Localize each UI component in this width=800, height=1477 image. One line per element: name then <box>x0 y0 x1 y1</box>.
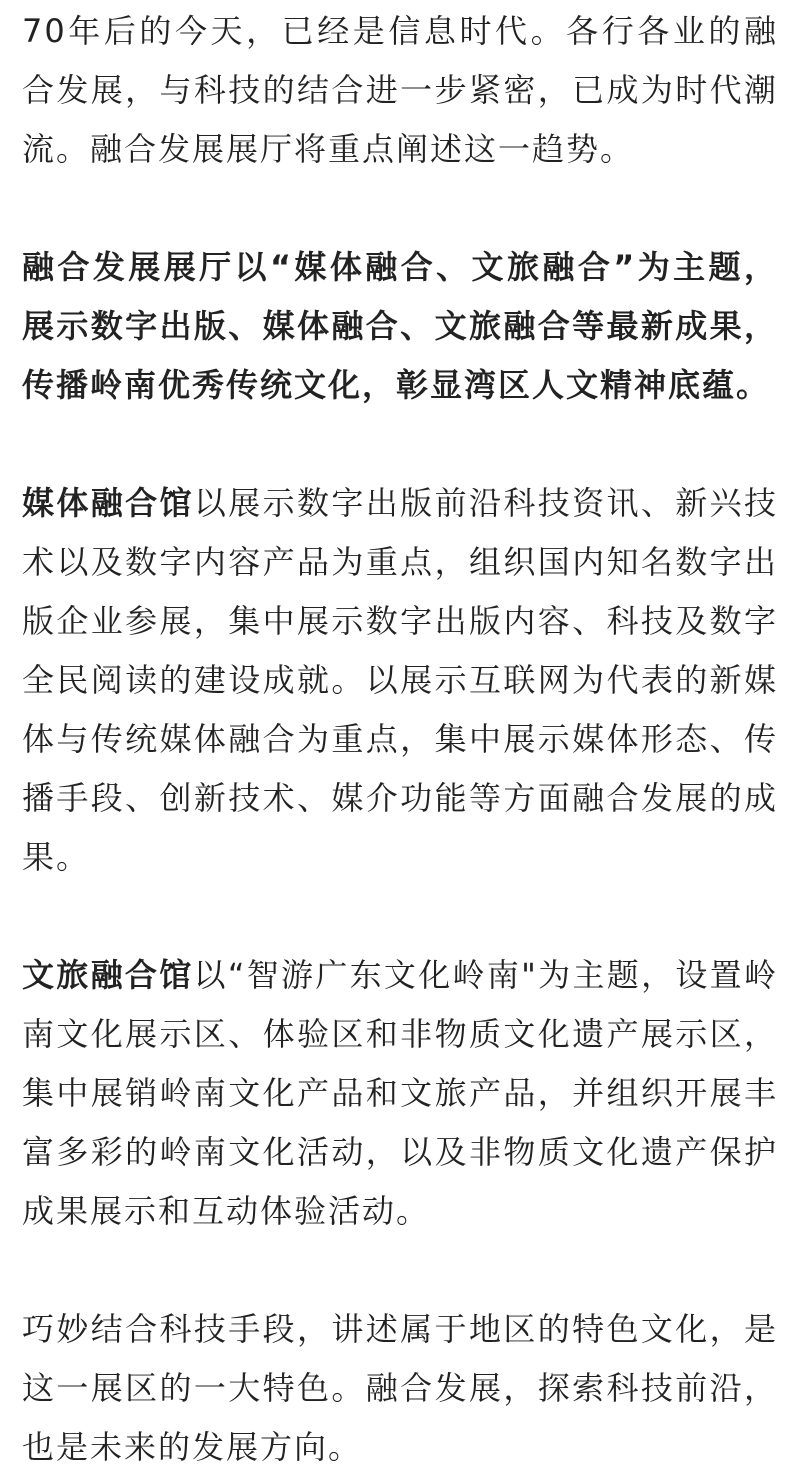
paragraph-culture-tourism-hall <box>22 946 778 1241</box>
culture-tourism-hall-description: 以“智游广东文化岭南"为主题，设置岭南文化展示区、体验区和非物质文化遗产展示区，集中展销岭南文化产品和文旅产品，并组织开展丰富多彩的岭南文化活动，以及非物质文化遗产保护成果展示和互动体验活动。 <box>22 956 778 1230</box>
culture-tourism-hall-title: 文旅融合馆 <box>22 956 194 994</box>
media-fusion-hall-title: 媒体融合馆 <box>22 484 194 522</box>
paragraph-intro: 70年后的今天，已经是信息时代。各行各业的融合发展，与科技的结合进一步紧密，已成为时代潮流。融合发展展厅将重点阐述这一趋势。 <box>22 12 778 168</box>
media-fusion-hall-description: 以展示数字出版前沿科技资讯、新兴技术以及数字内容产品为重点，组织国内知名数字出版企业参展，集中展示数字出版内容、科技及数字全民阅读的建设成就。以展示互联网为代表的新媒体与传统媒体融合为重点，集中展示媒体形态、传播手段、创新技术、媒介功能等方面融合发展的成果。 <box>22 484 778 876</box>
paragraph-hall-theme: 融合发展展厅以“媒体融合、文旅融合”为主题，展示数字出版、媒体融合、文旅融合等最新成果，传播岭南优秀传统文化，彰显湾区人文精神底蕴。 <box>22 248 778 404</box>
paragraph-conclusion: 巧妙结合科技手段，讲述属于地区的特色文化，是这一展区的一大特色。融合发展，探索科技前沿，也是未来的发展方向。 <box>22 1310 778 1466</box>
paragraph-media-fusion-hall <box>22 474 778 887</box>
